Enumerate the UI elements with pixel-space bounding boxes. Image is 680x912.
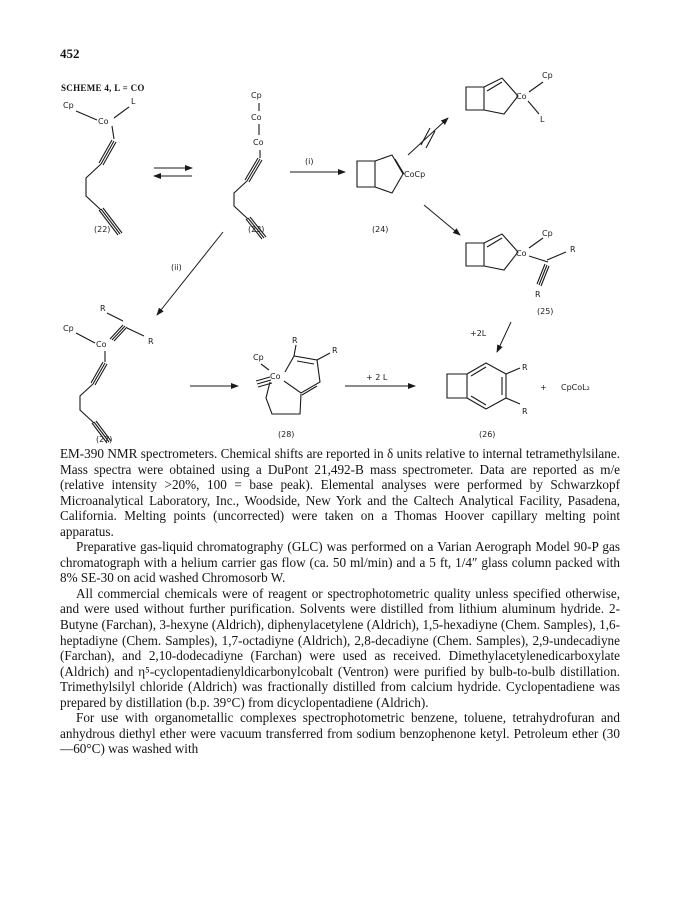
co-label: Co [270,372,281,381]
compound-label-26: (26) [479,430,496,439]
body-text [60,446,620,757]
ligand-label: L [540,115,545,124]
plus-2l-label-bottom: + 2 L [366,373,388,382]
co-label: Co [251,113,262,122]
paragraph-glc: Preparative gas-liquid chromatography (GLC) was performed on a Varian Aerograph Model 90-P gas chromatograph with a helium carrier gas flow (ca. 50 ml/min) and a 5 ft, 1/4″ glass column packed with 8% SE-30 on acid washed Chromosorb W. [60,539,620,586]
compound-24 [357,155,425,193]
compound-22 [63,97,136,235]
co-label: Co [253,138,264,147]
ligand-label: L [131,97,136,106]
r-label: R [332,346,338,355]
compound-label-23: (23) [248,225,265,234]
arrow-ii [157,232,223,315]
paragraph-chemicals: All commercial chemicals were of reagent or spectrophotometric quality unless specified otherwise, and were used without further purification. Solvents were distilled from lithium aluminum hydride. 2-Butyne (Farchan), 3-hexyne (Aldrich), diphenylacetylene (Aldrich), 1,5-hexadiyne (Chem. Samples), 1,6-heptadiyne (Chem. Samples), 1,7-octadiyne (Aldrich), 2,8-decadiyne (Chem. Samples), 2,9-undecadiyne (Farchan), and 2,10-dodecadiyne (Farchan) were used as received. Dimethylacetylenedicarboxylate (Aldrich) and η⁵-cyclopentadienyldicarbonylcobalt (Ventron) were purified by bulb-to-bulb distillation. Trimethylsilyl chloride (Aldrich) was fractionally distilled from calcium hydride. Cyclopentadiene was prepared by distillation (b.p. 39°C) from dicyclopentadiene (Aldrich). [60,585,620,710]
compound-28 [253,336,338,414]
compound-27 [63,304,154,443]
cp-label: Cp [63,101,74,110]
co-label: Co [96,340,107,349]
scheme-title: SCHEME 4, L = CO [61,83,145,93]
paragraph-instrumentation: EM-390 NMR spectrometers. Chemical shifts are reported in δ units relative to internal tetramethylsilane. Mass spectra were obtained using a DuPont 21,492-B mass spectrometer. Data are reported as m/e (relative intensity >20%, 100 = base peak). Elemental analyses were performed by Schwarzkopf Microanalytical Laboratory, Inc., Woodside, New York and the Caltech Analytical Facility, Pasadena, California. Melting points (uncorrected) were taken on a Thomas Hoover capillary melting point apparatus. [60,446,620,539]
compound-label-25: (25) [537,307,554,316]
step-ii-label: (ii) [171,263,182,272]
cpcol2-label: CpCoL₂ [561,383,590,392]
r-label: R [100,304,106,313]
compound-label-24: (24) [372,225,389,234]
co-label: Co [98,117,109,126]
blocked-arrow [408,118,448,155]
r-label: R [522,407,528,416]
compound-23 [234,91,266,239]
arrow-25-to-26 [497,322,511,352]
plus-2l-label: +2L [470,329,487,338]
arrow-to-25 [424,205,460,235]
cp-label: Cp [253,353,264,362]
page-number: 452 [60,46,80,61]
r-label: R [148,337,154,346]
compound-26 [447,363,528,416]
cp-label: Cp [251,91,262,100]
cp-label: Cp [542,229,553,238]
compound-25 [466,229,576,299]
co-label: Co [516,92,527,101]
compound-label-27: (27) [96,435,113,444]
compound-label-28: (28) [278,430,295,439]
step-i-label: (i) [305,157,314,166]
r-label: R [570,245,576,254]
cp-label: Cp [63,324,74,333]
cocp-label: CoCp [404,170,426,179]
r-label: R [522,363,528,372]
r-label: R [535,290,541,299]
paragraph-solvents: For use with organometallic complexes spectrophotometric benzene, toluene, tetrahydrofuran and anhydrous diethyl ether were vacuum transferred from sodium benzophenone ketyl. Petroleum ether (30—60°C) was washed with [60,710,620,757]
cp-label: Cp [542,71,553,80]
plus-sign: + [540,383,547,392]
co-label: Co [516,249,527,258]
r-label: R [292,336,298,345]
cobaltacycle-carbonyl [466,71,553,124]
compound-label-22: (22) [94,225,111,234]
